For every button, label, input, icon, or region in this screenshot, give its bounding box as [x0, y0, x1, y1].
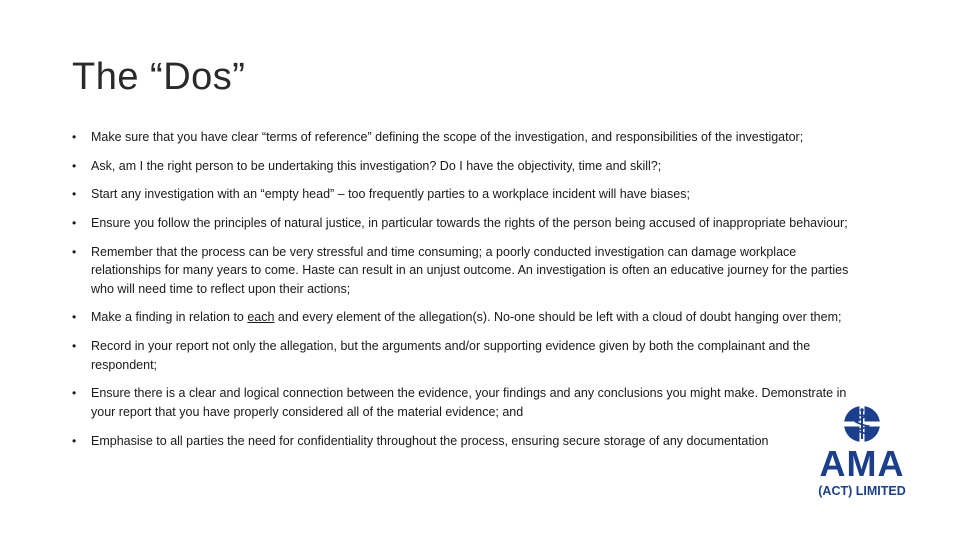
- bullet-icon: •: [72, 216, 77, 231]
- bullet-text: Remember that the process can be very stressful and time consuming; a poorly conducted investigation can damage workplace relationships for many years to come. Haste can result in an unjust outcome. An investigation is often an educative journey for the parties who will need time to reflect upon their actions;: [91, 244, 849, 296]
- bullet-text-before: Make a finding in relation to: [91, 310, 248, 325]
- bullet-icon: •: [72, 244, 77, 259]
- bullet-icon: •: [72, 386, 77, 401]
- bullet-icon: •: [72, 339, 77, 354]
- logo-wordmark: AMA: [819, 443, 905, 484]
- medical-caduceus-emblem-icon: [842, 404, 882, 444]
- bullet-icon: •: [72, 433, 77, 448]
- bullet-list: [72, 128, 862, 460]
- ama-logo: [808, 402, 916, 502]
- bullet-text-emphasis: each: [247, 310, 275, 325]
- bullet-text: Ensure there is a clear and logical connection between the evidence, your findings and any conclusions you might make. Demonstrate in your report that you have properly considered all of the material evidence; and: [91, 386, 847, 419]
- bullet-text-after: and every element of the allegation(s). No-one should be left with a cloud of doubt hanging over them;: [274, 310, 842, 325]
- bullet-text: Make sure that you have clear “terms of reference” defining the scope of the investigation, and responsibilities of the investigator;: [91, 130, 804, 144]
- bullet-text: Emphasise to all parties the need for confidentiality throughout the process, ensuring secure storage of any documentation: [91, 433, 769, 448]
- bullet-icon: •: [72, 310, 77, 325]
- bullet-icon: •: [72, 130, 77, 144]
- slide-title: The “Dos”: [72, 56, 246, 98]
- logo-subtitle: (ACT) LIMITED: [818, 484, 906, 498]
- bullet-item: [72, 308, 862, 327]
- bullet-item: [72, 337, 862, 374]
- bullet-icon: •: [72, 187, 77, 202]
- bullet-text: Start any investigation with an “empty head” – too frequently parties to a workplace incident will have biases;: [91, 187, 690, 202]
- bullet-item: [72, 185, 862, 204]
- bullet-item: [72, 128, 862, 147]
- bullet-text: Ensure you follow the principles of natural justice, in particular towards the rights of the person being accused of inappropriate behaviour;: [91, 216, 848, 231]
- bullet-item: [72, 384, 862, 421]
- bullet-text: Ask, am I the right person to be undertaking this investigation? Do I have the objectivity, time and skill?;: [91, 158, 662, 173]
- bullet-item: [72, 243, 862, 299]
- bullet-item: [72, 432, 862, 451]
- bullet-icon: •: [72, 158, 77, 173]
- bullet-item: [72, 214, 862, 233]
- bullet-text: Record in your report not only the allegation, but the arguments and/or supporting evidence given by both the complainant and the respondent;: [91, 339, 811, 372]
- bullet-item: [72, 157, 862, 176]
